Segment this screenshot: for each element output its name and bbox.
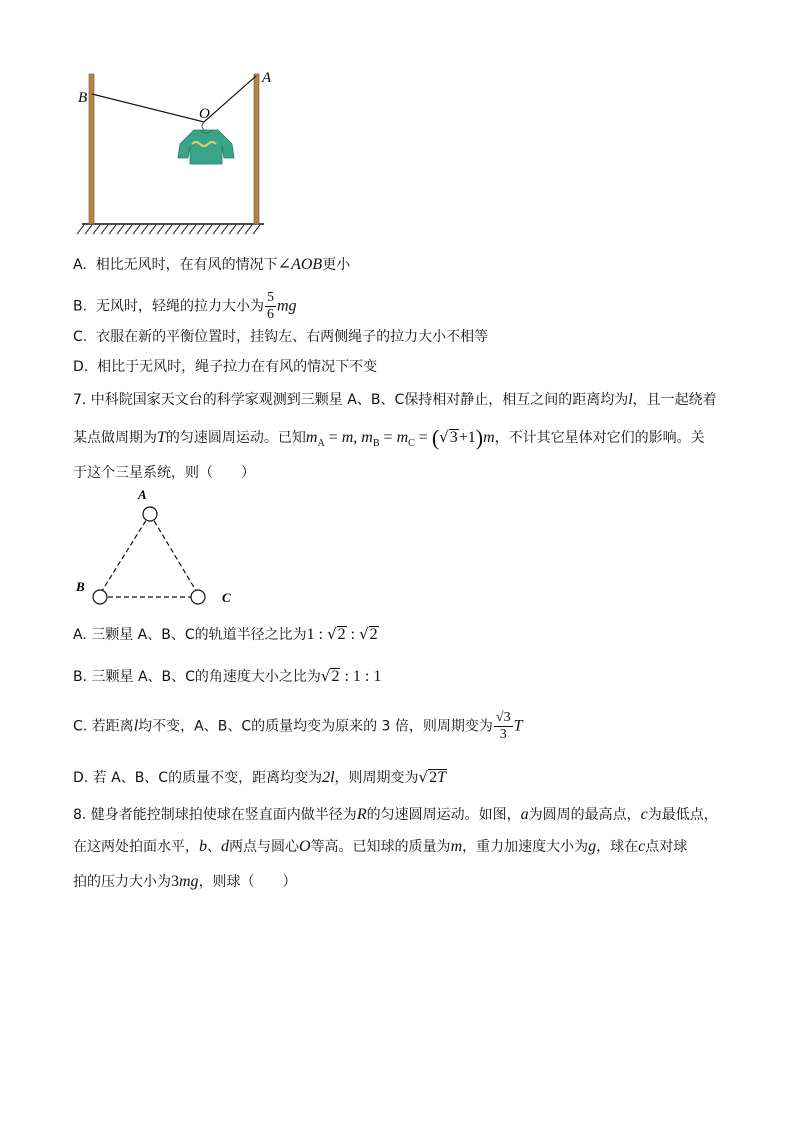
q7-stem-line2: 某点做周期为T的匀速圆周运动。已知$m_A = m$, $m_B = m_C = (√3+1)m$，不计其它星体对它们的影响。关 [73, 425, 705, 450]
ground-hatch [77, 225, 260, 234]
q7-option-a: A. 三颗星 A、B、C的轨道半径之比为1 : √2 : √2 [73, 625, 378, 643]
fraction-sqrt3-over-3: $\frac{√3}{3}$ [495, 710, 511, 742]
q7-option-b: B. 三颗星 A、B、C的角速度大小之比为√2 : 1 : 1 [73, 667, 382, 685]
q7-stem-line3: 于这个三星系统，则（ ） [73, 465, 255, 481]
fraction-five-sixths: $\frac{5}{6}$ [266, 290, 274, 322]
q6-option-c: C. 衣服在新的平衡位置时，挂钩左、右两侧绳子的拉力大小不相等 [73, 329, 489, 345]
label-b: B [78, 90, 88, 106]
hanger-hook [202, 122, 204, 130]
label-star-a: A [138, 487, 147, 502]
q8-stem-line1: 8. 健身者能控制球拍使球在竖直面内做半径为R的匀速圆周运动。如图，a为圆周的最高点，c为最低点， [73, 806, 718, 823]
rope-clothes-figure [72, 64, 272, 240]
three-star-figure [72, 484, 252, 610]
rope [92, 76, 256, 122]
q6-option-b: B. 无风时，轻绳的拉力大小为 $\frac{5}{6}$ mg [73, 290, 297, 322]
star-a [143, 507, 157, 521]
q8-stem-line3: 拍的压力大小为3mg，则球（ ） [73, 873, 297, 890]
q6-option-a: A. 相比无风时，在有风的情况下∠AOB更小 [73, 256, 351, 273]
clothes-icon [178, 130, 234, 164]
q6-option-d: D. 相比于无风时，绳子拉力在有风的情况下不变 [73, 359, 378, 375]
mass-condition-formula: $m_A$ [305, 429, 325, 450]
star-b [93, 590, 107, 604]
star-c [191, 590, 205, 604]
edge-ab [100, 514, 150, 594]
edge-ac [150, 514, 198, 594]
label-a: A [262, 70, 272, 86]
right-pole [254, 74, 259, 224]
q8-stem-line2: 在这两处拍面水平，b、d两点与圆心O等高。已知球的质量为m，重力加速度大小为g，球在c点对球 [73, 838, 688, 855]
q7-option-c: C. 若距离l均不变，A、B、C的质量均变为原来的 3 倍，则周期变为 $\frac{√3}{3}$ T [73, 710, 523, 742]
label-star-c: C [222, 590, 231, 605]
label-star-b: B [76, 579, 85, 594]
left-pole [89, 74, 94, 224]
q7-option-d: D. 若 A、B、C的质量不变，距离均变为2l，则周期变为√2T [73, 768, 447, 786]
label-o: O [199, 106, 210, 122]
q7-stem-line1: 7. 中科院国家天文台的科学家观测到三颗星 A、B、C保持相对静止，相互之间的距离均为l，且一起绕着 [73, 391, 717, 408]
